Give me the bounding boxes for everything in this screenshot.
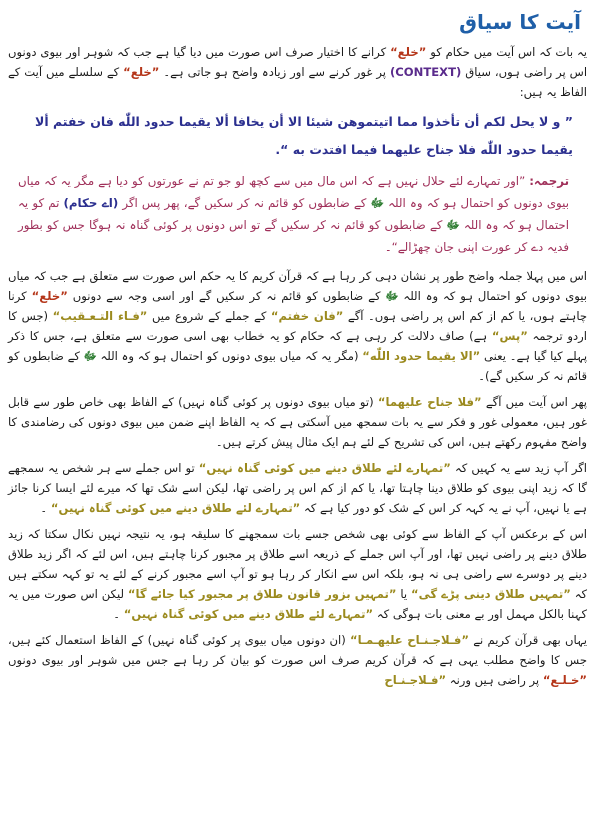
text: یہاں بھی قرآن کریم نے xyxy=(473,633,588,647)
term-khula: ”خـلـع“ xyxy=(542,673,587,687)
honorific-symbol: ﷻ xyxy=(385,289,399,303)
text: (ان دونوں میاں بیوی پر کوئی گناہ نہیں) کے الفاظ استعمال کئے ہیں، جس کا واضح مطلب یہی ہے کہ قرآن کریم صرف اس صورت کو بیان کر رہا ہے جس میں شوہر اور بیوی دونوں xyxy=(8,633,587,667)
term-khula: ”خلع“ xyxy=(390,45,427,59)
text: تو اس جملے سے ہر شخص یہ سمجھے گا کہ زید اپنی بیوی کو طلاق دینا چاہتا تھا، یا کم از کم اس پر راضی تھا، لیکن اسے شک تھا کہ میرے لئے ایسا کرنا جائز ہے یا نہیں، آپ نے یہ کہہ کر اس کے شک کو دور کیا ہے کہ xyxy=(8,461,587,515)
text: کے ضابطوں کو قائم نہ کر سکیں گے، پھر پس اگر xyxy=(122,196,367,210)
term-fala-junah: ”فـلاجـنـاح عليهـمـا“ xyxy=(350,633,470,647)
text: ”اور تمہارے لئے حلال نہیں ہے کہ اس مال میں سے کچھ لو جو تم نے عورتوں کو دیا ہے مگر یہ کہ میاں بیوی دونوں کو احتمال ہو کہ وہ اللہ xyxy=(18,174,569,210)
arabic-verse: ” و لا يحل لكم أن تأخذوا مما اتيتموهن شيئا الا أن يخافا ألا يقيما حدود اللّٰه فان خفتم ألا يقيما حدود اللّٰه فلا جناح عليهما فيما افتدت به “. xyxy=(35,114,573,157)
honorific-symbol: ﷻ xyxy=(370,196,384,210)
text: کے ضابطوں کو قائم نہ کر سکیں گے اور اسی وجہ سے دونوں xyxy=(72,289,381,303)
honorific-symbol: ﷻ xyxy=(83,349,97,363)
paragraph-conclusion xyxy=(8,630,587,690)
term-pas: ”پس“ xyxy=(491,329,528,343)
term-fala-junah: ”فلا جناح عليهما“ xyxy=(377,395,482,409)
text: یہ بات کہ اس آیت میں حکام کو xyxy=(430,45,588,59)
term-fala-junah: ”فـلاجـنـاح xyxy=(384,673,447,687)
text: (مگر یہ کہ میاں بیوی دونوں کو احتمال ہو کہ وہ اللہ xyxy=(100,349,359,363)
term-khula: ”خلع“ xyxy=(123,65,160,79)
honorific-symbol: ﷻ xyxy=(446,218,460,232)
text: اس میں پہلا جملہ واضح طور پر نشان دہی کر رہا ہے کہ قرآن کریم کا یہ حکم اس صورت سے متعلق ہے جب کہ میاں بیوی دونوں کو احتمال ہو کہ وہ اللہ xyxy=(8,269,588,303)
translation-label: ترجمہ: xyxy=(529,174,569,188)
text: ۔ xyxy=(40,501,48,515)
example-quote: ”تمہارے لئے طلاق دینے میں کوئی گناہ نہیں“ xyxy=(198,461,451,475)
text: کرانے کا اختیار صرف اس صورت میں دیا گیا ہے جب کہ شوہر اور بیوی دونوں اس پر راضی ہوں، سیاق xyxy=(8,45,588,79)
section-heading: آیت کا سیاق xyxy=(459,10,581,34)
term-fain-khiftum: ”فان خفتم“ xyxy=(270,309,344,323)
paragraph-intro xyxy=(8,42,587,102)
text: ۔ xyxy=(113,607,121,621)
paragraph-fala-junah xyxy=(8,392,587,452)
paragraph-analysis xyxy=(8,266,587,386)
text: ہے) صاف دلالت کر رہی ہے کہ حکام کو یہ خطاب بھی اسی صورت سے متعلق ہے، جس کا ذکر پہلے کیا گیا ہے۔ یعنی xyxy=(8,329,588,363)
text: پر راضی ہیں ورنہ xyxy=(449,673,540,687)
text: پر غور کرنے سے اور زیادہ واضح ہو جاتی ہے۔ xyxy=(163,65,386,79)
paragraph-example xyxy=(8,458,587,518)
example-quote: ”تمہارے لئے طلاق دینے میں کوئی گناہ نہیں“ xyxy=(50,501,301,515)
example-quote: ”تمہیں طلاق دینی پڑے گی“ xyxy=(410,587,571,601)
paragraph-contrast xyxy=(8,524,587,624)
example-quote: ”تمہیں بزور قانون طلاق پر مجبور کیا جائے گا“ xyxy=(127,587,397,601)
text: تم کو یہ احتمال ہو کہ وہ اللہ xyxy=(18,196,570,232)
term-illa-yuqima: ”الا يقيما حدود اللّٰه“ xyxy=(362,349,481,363)
text: پھر اس آیت میں آگے xyxy=(485,395,588,409)
text: (جس کا اردو ترجمہ xyxy=(8,309,587,343)
example-quote: ”تمہارے لئے طلاق دینے میں کوئی گناہ نہیں“ xyxy=(123,607,374,621)
text: کرنا چاہتے ہوں، یا کم از کم اس پر راضی ہوں۔ آگے xyxy=(8,289,588,323)
text: کے ضابطوں کو قائم نہ کر سکیں گے)۔ xyxy=(8,349,587,383)
text: کے جملے کے شروع میں xyxy=(151,309,267,323)
text: اگر آپ زید سے یہ کہیں کہ xyxy=(454,461,588,475)
translation xyxy=(18,170,569,258)
term-faa-taqib: ”فـاء التـعـقيب“ xyxy=(52,309,148,323)
text: کے سلسلے میں آیت کے الفاظ یہ ہیں: xyxy=(8,65,587,99)
text: کے ضابطوں کو قائم نہ کر سکیں گے تو اس دونوں پر کوئی گناہ نہ ہوگا جس کو بطور فدیہ دے کر عورت اپنی جان چھڑالے“۔ xyxy=(18,218,569,254)
term-context: (CONTEXT) xyxy=(389,65,462,79)
text: یا xyxy=(400,587,408,601)
text: اس کے برعکس آپ کے الفاظ سے کوئی بھی شخص جسے بات سمجھنے کا سلیقہ ہو، یہ نتیجہ نہیں نکال سکتا کہ زید طلاق دینے پر راضی نہیں تھا، اور آپ اس جملے کے ذریعہ اسے طلاق پر مجبور کرنا چاہتے ہیں، اس لئے کہ اگر زید طلاق دینے پر دوسرے سے راضی ہی نہ ہو، بلکہ اس سے انکار کر رہا ہو تو آپ اسے مجبور کرنے کے لئے یہ تو کہہ سکتے ہیں کہ xyxy=(8,527,588,601)
text: لیکن اس صورت میں یہ کہنا بالکل مہمل اور بے معنی بات ہوگی کہ xyxy=(8,587,587,621)
term-khula: ”خلع“ xyxy=(31,289,68,303)
term-hukkam: (اے حکام) xyxy=(63,196,119,210)
text: (تو میاں بیوی دونوں پر کوئی گناہ نہیں) کے الفاظ بھی خاص طور سے قابل غور ہیں، معمولی غور و فکر سے یہ بات سمجھ میں آسکتی ہے کہ یہ الفاظ اپنے ضمن میں بیوی دونوں کی رضامندی کا واضح مفہوم رکھتے ہیں، اس کی تشریح کے لئے ہم ایک مثال پیش کرتے ہیں۔ xyxy=(8,395,587,449)
